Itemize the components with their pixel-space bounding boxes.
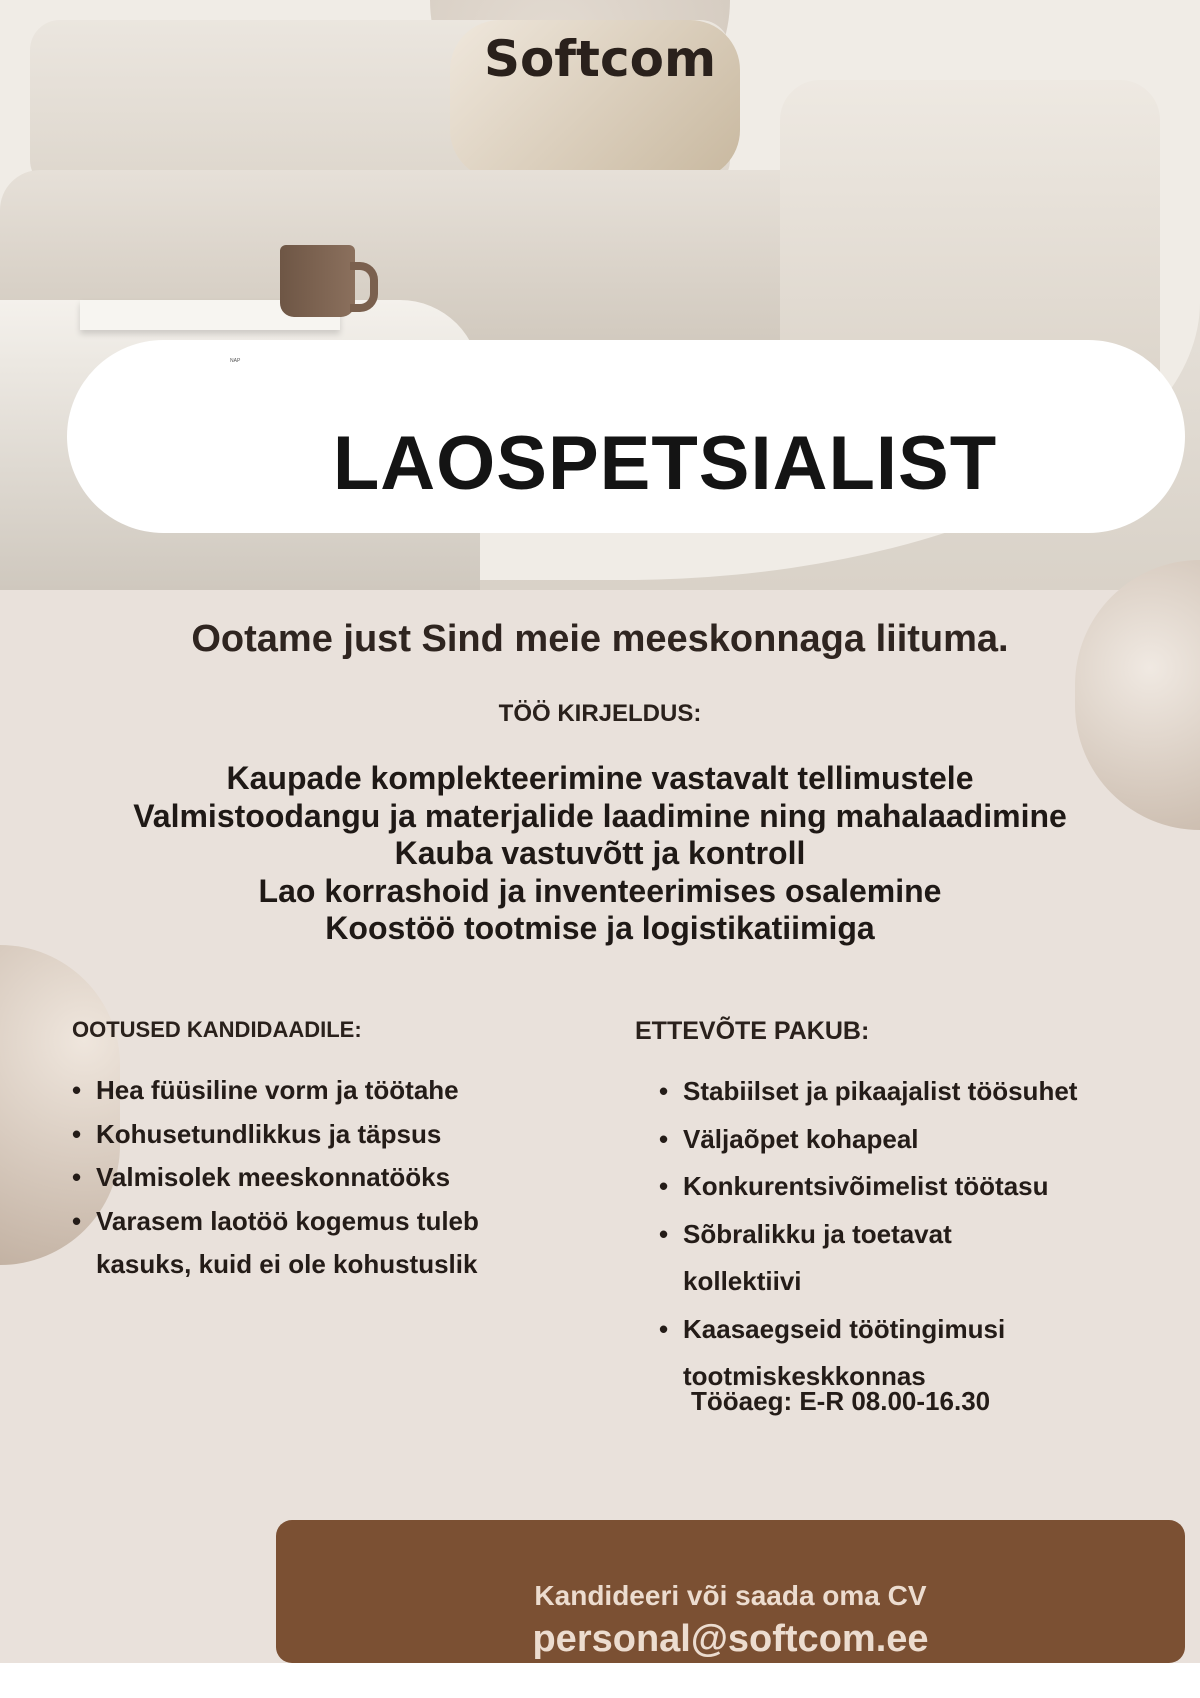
expectation-item: • Varasem laotöö kogemus tuleb kasuks, kuid ei ole kohustuslik	[72, 1200, 526, 1287]
description-list	[0, 760, 1200, 948]
expectations-heading: OOTUSED KANDIDAADILE:	[72, 1017, 362, 1042]
brand-logo: Softcom	[483, 30, 717, 88]
bottom-margin	[0, 1663, 1200, 1698]
job-title: LAOSPETSIALIST	[332, 421, 998, 506]
description-heading: TÖÖ KIRJELDUS:	[498, 700, 702, 727]
apply-text: Kandideeri või saada oma CV	[534, 1580, 927, 1611]
apply-banner[interactable]	[276, 1520, 1185, 1663]
offer-item: • Väljaõpet kohapeal	[659, 1116, 1195, 1164]
mug-handle	[350, 262, 378, 312]
expectation-item: • Kohusetundlikkus ja täpsus	[72, 1113, 592, 1157]
email-link[interactable]: personal@softcom.ee	[532, 1618, 929, 1660]
description-line: Koostöö tootmise ja logistikatiimiga	[325, 910, 875, 946]
description-line: Lao korrashoid ja inventeerimises osalemine	[258, 872, 942, 909]
offer-heading: ETTEVÕTE PAKUB:	[635, 1017, 870, 1045]
offer-item: • Sõbralikku ja toetavat kollektiivi	[659, 1211, 1013, 1306]
working-hours: Tööaeg: E-R 08.00-16.30	[691, 1386, 991, 1416]
offer-item: • Stabiilset ja pikaajalist töösuhet	[659, 1068, 1195, 1116]
expectations-section	[72, 1017, 592, 1287]
mug	[280, 245, 355, 317]
offer-section	[635, 1017, 1195, 1401]
banner-note: NAP	[230, 358, 241, 364]
offer-item: • Kaasaegseid töötingimusi tootmiskeskkonnas	[659, 1306, 1073, 1401]
description-line: Valmistoodangu ja materjalide laadimine ning mahalaadimine	[133, 797, 1067, 834]
expectation-item: • Valmisolek meeskonnatööks	[72, 1156, 592, 1200]
offer-item: • Konkurentsivõimelist töötasu	[659, 1163, 1195, 1211]
tagline: Ootame just Sind meie meeskonnaga liituma.	[191, 618, 1009, 660]
description-line: Kaupade komplekteerimine vastavalt tellimustele	[226, 760, 974, 796]
expectation-item: • Hea füüsiline vorm ja töötahe	[72, 1069, 592, 1113]
description-line: Kauba vastuvõtt ja kontroll	[394, 835, 806, 871]
